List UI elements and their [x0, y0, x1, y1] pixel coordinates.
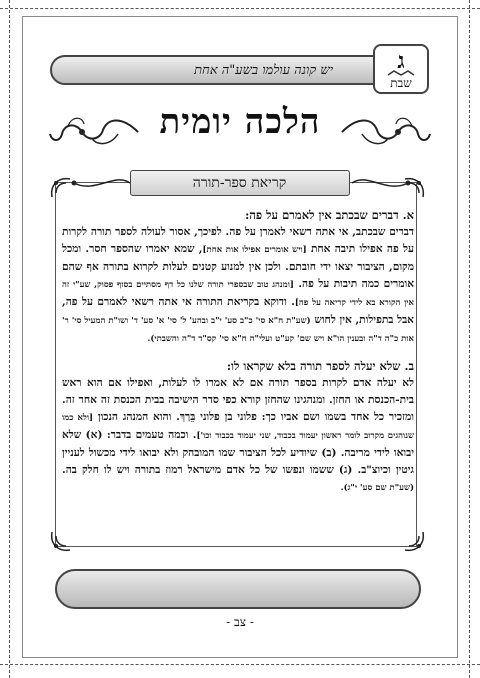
paragraph-b-heading: ב. שלא יעלה לספר תורה בלא שקראו לו:: [226, 359, 414, 373]
banner-wing-left-icon: [70, 170, 132, 196]
paragraph-a-note-2: [ומנהג טוב שבספרי תורה שלנו כל דף מסתיים בסוף פסוק, שע"י זה אין הקורא בא לידי קריאה על פה]: [62, 280, 414, 308]
right-flourish-icon: [340, 112, 432, 152]
paragraph-b-note-1: [ולא כמו שנוהגים מקרוב לומר ראשון יעמוד בכבוד, שני יעמוד בכבוד וכו']: [62, 413, 414, 441]
left-flourish-icon: [48, 112, 140, 152]
badge-letter: ג: [397, 48, 405, 74]
header-bar: [50, 55, 405, 85]
page-number: - צב -: [226, 615, 254, 629]
section-banner: [130, 170, 350, 196]
page-title: הלכה יומית: [159, 102, 321, 142]
paragraph-a-note-1: [ויש אומרים אפילו אות אחת]: [202, 245, 307, 255]
paragraph-a-text-1: דברים שבכתב, אי אתה רשאי לאמרן על פה. לפיכך, אסור לעולה לספר תורה לקרות על פה אפילו תיבה אחת: [62, 226, 414, 255]
paragraph-b-text-2: . והוא המנהג הנכון: [97, 411, 180, 423]
paragraph-a-heading: א. דברים שבכתב אין לאמרם על פה:: [245, 208, 414, 222]
day-badge: [373, 44, 429, 94]
section-title: קריאת ספר-תורה: [192, 175, 287, 191]
paragraph-b-source: (שע"ת שם סע' י"ג).: [340, 483, 414, 493]
banner-wing-right-icon: [350, 170, 412, 196]
footer-bar: [55, 569, 421, 609]
crop-line-right: [469, 0, 470, 678]
paragraph-b-text-1: לא יעלה אדם לקרות בספר תורה אם לא אמרו לו לעלות, ואפילו אם הוא ראש בית-הכנסת או החזן. ומנהגינו שהחזן קורא כפי סדר הישיבה בבית הכנסת זה אחר זה. ומזכיר כל אחד בשמו ושם אביו כך: פלוני בן פלוני: [62, 377, 414, 423]
crop-line-bottom: [0, 664, 480, 665]
paragraph-b-body: [62, 375, 414, 497]
header-motto: יש קונה עולמו בשע"ה אחת: [194, 63, 333, 78]
corner-ornament-icon: [48, 530, 72, 554]
paragraph-a-source: (שע"ת ח"א סי' כ"ב סע' י"ב ובהע' ל' סי' א' סע' ד' ושו"ת המעיל סי' ר' אות כ"ה ד"ה ובענין הו"א ויש שם' קע"ט ועלי"ה ח"א סי' קס"ד ד"ה והשבתי).: [62, 316, 414, 344]
paragraph-a-body: [62, 224, 414, 348]
badge-label: שבת: [390, 76, 412, 90]
corner-ornament-icon: [48, 175, 72, 199]
paragraph-a-text-3: . ודוקא בקריאת התורה אי אתה רשאי לאמרם על פה, אבל בתפילות, אין לחוש: [62, 296, 414, 326]
paragraph-b-text-3: . וכמה טעמים בדבר: (א) שלא יבואו לידי מריבה. (ב) שיודיע לכל הציבור שמו המובהק ולא יבואו לידי מכשול לעניין גיטין וכיוצ"ב. (ג) ששמו ונפשו של כל אדם מישראל רמוז בתורה ויש לו חלק בה.: [62, 429, 414, 476]
crop-line-top: [0, 8, 480, 9]
paragraph-a-text-2: , שמא יאמרו שהספר חסר. ומכל מקום, הציבור יצאו ידי חובתם. ולכן אין למנוע קטנים לעלות לקרוא בתורה אף שהם אומרים כמה תיבות על פה.: [62, 243, 414, 290]
paragraph-b-word: בֵּרַךְ: [179, 411, 196, 423]
corner-ornament-icon: [403, 530, 427, 554]
crop-line-left: [9, 0, 10, 678]
halacha-text: [62, 207, 414, 497]
